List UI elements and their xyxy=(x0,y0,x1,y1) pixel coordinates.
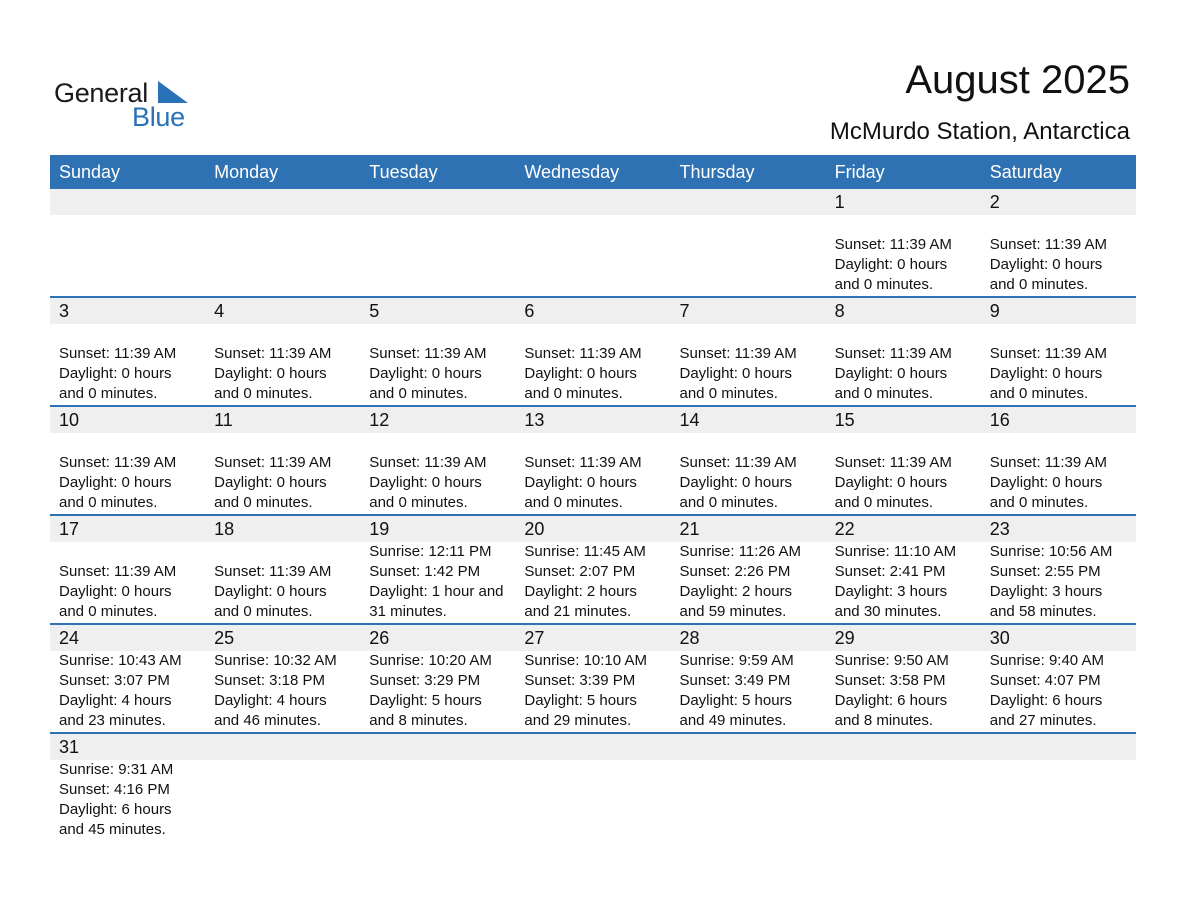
day-number xyxy=(515,734,670,760)
day-detail-line: Daylight: 2 hours xyxy=(679,583,793,600)
day-details xyxy=(671,215,826,296)
day-number xyxy=(826,734,981,760)
day-detail-line: Daylight: 5 hours xyxy=(369,692,482,709)
day-detail-line: Daylight: 0 hours xyxy=(59,583,172,600)
day-detail-line: and 0 minutes. xyxy=(59,385,158,402)
day-detail-line: Daylight: 0 hours xyxy=(59,365,172,382)
day-detail-line: and 59 minutes. xyxy=(679,603,787,620)
day-detail-line: Sunrise: 11:45 AM xyxy=(524,543,646,560)
day-number xyxy=(205,189,360,215)
day-number: 23 xyxy=(989,519,1010,539)
day-detail-line: Sunset: 11:39 AM xyxy=(59,345,177,362)
day-details xyxy=(515,215,670,296)
day-details xyxy=(205,215,360,296)
day-details xyxy=(360,651,515,732)
day-details xyxy=(515,760,670,841)
day-details xyxy=(671,433,826,514)
day-detail-line: Daylight: 0 hours xyxy=(524,365,637,382)
day-number xyxy=(981,734,1136,760)
day-detail-line: and 29 minutes. xyxy=(524,712,632,729)
day-details xyxy=(360,542,515,623)
day-detail-line: and 0 minutes. xyxy=(989,276,1089,293)
day-detail-line: Daylight: 0 hours xyxy=(679,365,793,382)
day-info-row xyxy=(50,433,1136,514)
calendar-grid xyxy=(50,155,1136,841)
day-detail-line: and 0 minutes. xyxy=(524,494,623,511)
day-detail-line: Daylight: 0 hours xyxy=(834,474,948,491)
day-number: 28 xyxy=(679,628,700,648)
day-number: 19 xyxy=(369,519,390,539)
day-details xyxy=(360,215,515,296)
day-details xyxy=(515,542,670,623)
day-detail-line: Daylight: 0 hours xyxy=(369,474,482,491)
day-detail-line: Daylight: 6 hours xyxy=(989,692,1103,709)
day-detail-line: Daylight: 5 hours xyxy=(679,692,793,709)
day-number: 5 xyxy=(369,301,380,321)
weeks-container xyxy=(50,189,1136,841)
day-detail-line: Sunset: 11:39 AM xyxy=(59,563,177,580)
page-title: August 2025 xyxy=(905,58,1130,102)
day-details xyxy=(360,324,515,405)
day-details xyxy=(826,651,981,732)
calendar-week xyxy=(50,734,1136,841)
day-detail-line: and 0 minutes. xyxy=(834,494,934,511)
day-number-row xyxy=(50,625,1136,651)
day-number xyxy=(671,734,826,760)
day-details xyxy=(826,215,981,296)
day-number: 30 xyxy=(989,628,1010,648)
day-info-row xyxy=(50,324,1136,405)
day-number: 31 xyxy=(59,737,80,757)
day-detail-line: Daylight: 0 hours xyxy=(989,365,1103,382)
day-details xyxy=(981,760,1136,841)
day-detail-line: and 0 minutes. xyxy=(214,603,313,620)
day-detail-line: Sunset: 2:26 PM xyxy=(679,563,791,580)
day-info-row xyxy=(50,760,1136,841)
day-number: 7 xyxy=(679,301,690,321)
day-details xyxy=(50,215,205,296)
day-details xyxy=(515,651,670,732)
day-detail-line: and 8 minutes. xyxy=(369,712,468,729)
day-detail-line: Sunrise: 12:11 PM xyxy=(369,543,492,560)
day-number: 29 xyxy=(834,628,855,648)
day-detail-line: and 58 minutes. xyxy=(989,603,1097,620)
logo xyxy=(54,78,194,132)
day-detail-line: and 0 minutes. xyxy=(524,385,623,402)
day-number: 25 xyxy=(214,628,235,648)
day-detail-line: and 0 minutes. xyxy=(834,276,934,293)
day-number: 24 xyxy=(59,628,80,648)
day-detail-line: Daylight: 0 hours xyxy=(214,474,327,491)
day-number: 14 xyxy=(679,410,700,430)
day-detail-line: Daylight: 0 hours xyxy=(989,474,1103,491)
day-detail-line: Daylight: 0 hours xyxy=(59,474,172,491)
calendar-week xyxy=(50,407,1136,516)
day-detail-line: Sunset: 3:58 PM xyxy=(834,672,946,689)
day-detail-line: Daylight: 3 hours xyxy=(834,583,948,600)
day-detail-line: Sunrise: 9:50 AM xyxy=(834,652,949,669)
day-details xyxy=(360,760,515,841)
day-details xyxy=(50,324,205,405)
day-detail-line: Sunset: 11:39 AM xyxy=(989,454,1108,471)
day-number: 15 xyxy=(834,410,855,430)
day-number: 16 xyxy=(989,410,1010,430)
calendar-week xyxy=(50,189,1136,298)
day-detail-line: Sunset: 3:07 PM xyxy=(59,672,170,689)
weekday-tuesday: Tuesday xyxy=(369,162,438,182)
day-detail-line: Sunrise: 10:20 AM xyxy=(369,652,492,669)
calendar-week xyxy=(50,625,1136,734)
day-detail-line: Daylight: 0 hours xyxy=(989,256,1103,273)
day-number: 26 xyxy=(369,628,390,648)
day-details xyxy=(50,651,205,732)
day-details xyxy=(360,433,515,514)
day-detail-line: Daylight: 0 hours xyxy=(214,365,327,382)
day-detail-line: Sunrise: 10:56 AM xyxy=(989,543,1113,560)
day-detail-line: Sunset: 11:39 AM xyxy=(59,454,177,471)
day-detail-line: Sunset: 11:39 AM xyxy=(524,454,642,471)
day-details xyxy=(671,651,826,732)
day-number-row xyxy=(50,189,1136,215)
day-number-row xyxy=(50,516,1136,542)
logo-triangle-icon xyxy=(158,81,188,103)
day-details xyxy=(826,433,981,514)
day-detail-line: Sunset: 11:39 AM xyxy=(214,345,332,362)
day-detail-line: Sunset: 1:42 PM xyxy=(369,563,481,580)
weekday-friday: Friday xyxy=(834,162,885,182)
day-detail-line: Daylight: 0 hours xyxy=(834,365,948,382)
day-details xyxy=(515,324,670,405)
day-detail-line: and 27 minutes. xyxy=(989,712,1097,729)
day-number: 27 xyxy=(524,628,545,648)
day-detail-line: Sunset: 11:39 AM xyxy=(679,345,797,362)
day-detail-line: Sunset: 11:39 AM xyxy=(214,563,332,580)
day-details xyxy=(671,760,826,841)
day-details xyxy=(205,542,360,623)
logo-blue-text: Blue xyxy=(132,102,185,132)
day-detail-line: Sunset: 4:16 PM xyxy=(59,781,170,798)
day-number: 17 xyxy=(59,519,80,539)
day-detail-line: and 0 minutes. xyxy=(834,385,934,402)
day-number xyxy=(360,189,515,215)
day-detail-line: and 30 minutes. xyxy=(834,603,942,620)
day-details xyxy=(671,324,826,405)
day-details xyxy=(205,433,360,514)
day-detail-line: Sunset: 11:39 AM xyxy=(369,345,487,362)
calendar-week xyxy=(50,516,1136,625)
day-number: 3 xyxy=(59,301,70,321)
day-number: 1 xyxy=(834,192,845,212)
day-detail-line: Daylight: 0 hours xyxy=(834,256,948,273)
weekday-saturday: Saturday xyxy=(989,162,1062,182)
day-detail-line: Daylight: 0 hours xyxy=(214,583,327,600)
day-detail-line: Sunset: 11:39 AM xyxy=(834,345,952,362)
day-number: 22 xyxy=(834,519,855,539)
day-detail-line: Daylight: 0 hours xyxy=(524,474,637,491)
day-detail-line: Daylight: 2 hours xyxy=(524,583,637,600)
day-detail-line: Sunset: 11:39 AM xyxy=(989,236,1108,253)
calendar-week xyxy=(50,298,1136,407)
day-details xyxy=(205,651,360,732)
day-number xyxy=(360,734,515,760)
day-number: 9 xyxy=(989,301,1000,321)
day-detail-line: and 23 minutes. xyxy=(59,712,166,729)
location-subtitle: McMurdo Station, Antarctica xyxy=(829,118,1130,145)
day-detail-line: Sunrise: 11:10 AM xyxy=(834,543,957,560)
day-number: 2 xyxy=(989,192,1000,212)
day-detail-line: Daylight: 1 hour and xyxy=(369,583,504,600)
day-detail-line: Daylight: 3 hours xyxy=(989,583,1103,600)
day-detail-line: Daylight: 0 hours xyxy=(369,365,482,382)
day-detail-line: Daylight: 6 hours xyxy=(834,692,948,709)
day-detail-line: and 46 minutes. xyxy=(214,712,321,729)
weekday-wednesday: Wednesday xyxy=(524,162,620,182)
day-detail-line: Daylight: 4 hours xyxy=(214,692,327,709)
day-detail-line: Sunset: 4:07 PM xyxy=(989,672,1101,689)
day-detail-line: Sunrise: 10:10 AM xyxy=(524,652,647,669)
day-details xyxy=(50,760,205,841)
day-details xyxy=(50,542,205,623)
day-number: 8 xyxy=(834,301,845,321)
day-detail-line: Sunset: 3:18 PM xyxy=(214,672,326,689)
day-detail-line: and 0 minutes. xyxy=(59,494,158,511)
day-detail-line: and 0 minutes. xyxy=(214,385,313,402)
day-number: 10 xyxy=(59,410,80,430)
day-info-row xyxy=(50,215,1136,296)
day-number-row xyxy=(50,298,1136,324)
day-detail-line: Sunset: 3:49 PM xyxy=(679,672,791,689)
day-details xyxy=(671,542,826,623)
day-detail-line: Daylight: 6 hours xyxy=(59,801,172,818)
day-detail-line: Daylight: 5 hours xyxy=(524,692,637,709)
day-number: 4 xyxy=(214,301,225,321)
day-detail-line: and 0 minutes. xyxy=(214,494,313,511)
day-detail-line: and 21 minutes. xyxy=(524,603,632,620)
logo-general-text: General xyxy=(54,78,148,108)
day-detail-line: Sunrise: 9:59 AM xyxy=(679,652,794,669)
day-detail-line: and 0 minutes. xyxy=(369,494,468,511)
day-number: 6 xyxy=(524,301,535,321)
day-details xyxy=(826,542,981,623)
day-detail-line: and 0 minutes. xyxy=(59,603,158,620)
day-detail-line: Sunset: 11:39 AM xyxy=(679,454,797,471)
day-detail-line: Sunrise: 11:26 AM xyxy=(679,543,801,560)
day-detail-line: Sunset: 11:39 AM xyxy=(214,454,332,471)
day-detail-line: Sunrise: 10:32 AM xyxy=(214,652,337,669)
day-detail-line: and 0 minutes. xyxy=(989,385,1089,402)
day-detail-line: Sunrise: 10:43 AM xyxy=(59,652,182,669)
day-details xyxy=(981,542,1136,623)
day-detail-line: Sunset: 3:39 PM xyxy=(524,672,636,689)
day-detail-line: Sunset: 11:39 AM xyxy=(524,345,642,362)
day-details xyxy=(205,760,360,841)
day-details xyxy=(50,433,205,514)
day-detail-line: Sunset: 3:29 PM xyxy=(369,672,481,689)
day-number: 11 xyxy=(214,410,233,430)
day-detail-line: 31 minutes. xyxy=(369,603,447,620)
weekday-header xyxy=(50,155,1136,189)
day-detail-line: Sunset: 11:39 AM xyxy=(834,236,952,253)
day-number: 21 xyxy=(679,519,700,539)
day-detail-line: Sunset: 11:39 AM xyxy=(989,345,1108,362)
day-info-row xyxy=(50,651,1136,732)
day-detail-line: and 8 minutes. xyxy=(834,712,934,729)
day-detail-line: Sunrise: 9:40 AM xyxy=(989,652,1104,669)
day-info-row xyxy=(50,542,1136,623)
weekday-monday: Monday xyxy=(214,162,279,182)
day-details xyxy=(981,433,1136,514)
day-number: 20 xyxy=(524,519,545,539)
day-detail-line: Daylight: 4 hours xyxy=(59,692,172,709)
day-number-row xyxy=(50,407,1136,433)
weekday-thursday: Thursday xyxy=(679,162,755,182)
day-details xyxy=(981,324,1136,405)
day-number: 12 xyxy=(369,410,390,430)
day-number: 13 xyxy=(524,410,545,430)
day-details xyxy=(826,760,981,841)
day-number xyxy=(515,189,670,215)
day-detail-line: Sunset: 11:39 AM xyxy=(369,454,487,471)
day-detail-line: and 45 minutes. xyxy=(59,821,166,838)
day-details xyxy=(205,324,360,405)
day-number xyxy=(671,189,826,215)
day-detail-line: and 0 minutes. xyxy=(369,385,468,402)
day-detail-line: Daylight: 0 hours xyxy=(679,474,793,491)
day-details xyxy=(981,215,1136,296)
weekday-sunday: Sunday xyxy=(59,162,121,182)
day-detail-line: and 0 minutes. xyxy=(989,494,1089,511)
day-details xyxy=(981,651,1136,732)
day-number: 18 xyxy=(214,519,235,539)
day-details xyxy=(515,433,670,514)
day-number-row xyxy=(50,734,1136,760)
day-detail-line: Sunrise: 9:31 AM xyxy=(59,761,174,778)
day-detail-line: Sunset: 2:41 PM xyxy=(834,563,946,580)
day-detail-line: and 49 minutes. xyxy=(679,712,787,729)
day-number xyxy=(205,734,360,760)
day-detail-line: Sunset: 2:55 PM xyxy=(989,563,1101,580)
day-detail-line: Sunset: 11:39 AM xyxy=(834,454,952,471)
day-number xyxy=(50,189,205,215)
day-details xyxy=(826,324,981,405)
day-detail-line: Sunset: 2:07 PM xyxy=(524,563,636,580)
day-detail-line: and 0 minutes. xyxy=(679,494,778,511)
day-detail-line: and 0 minutes. xyxy=(679,385,778,402)
